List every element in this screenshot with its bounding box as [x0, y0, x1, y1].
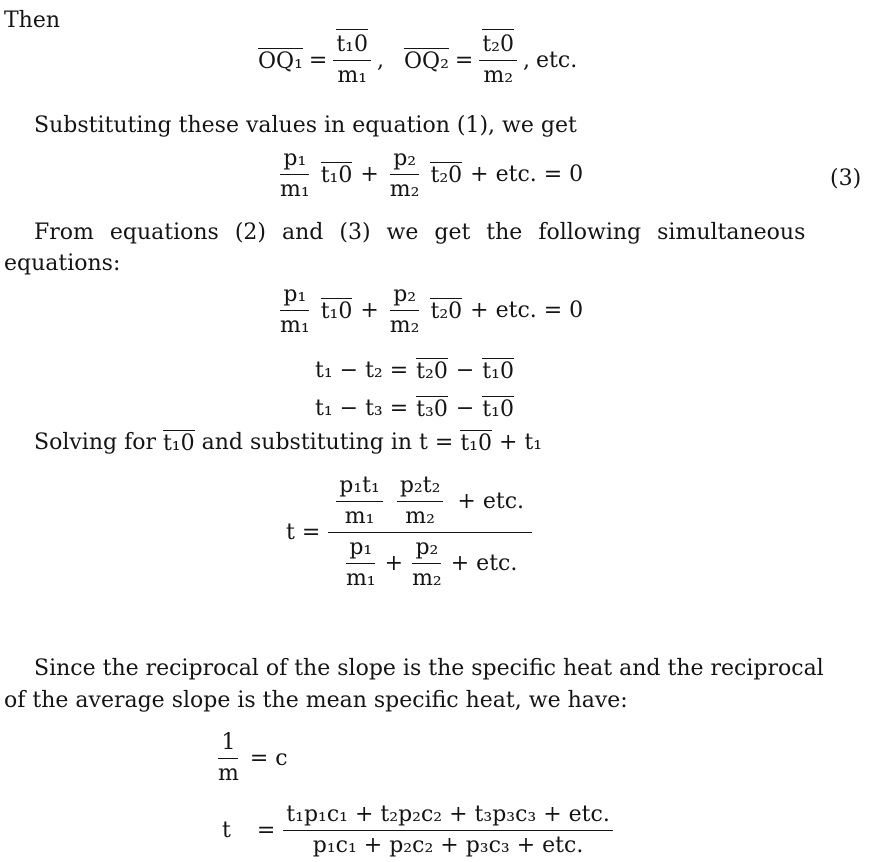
- equation-oq: OQ₁ = $\frac{\text{t₁0}}{\text{m₁}}$ , OQ₂ = $\frac{\text{t₂0}}{\text{m₂}}$ , etc.: [258, 34, 577, 87]
- equation-reciprocal: $\frac{1}{m}$ = c: [218, 730, 288, 786]
- oq1-symbol: OQ₁: [258, 49, 303, 74]
- simultaneous-eq-2: t₁ − t₂ = t₂0 − t₁0: [315, 357, 514, 384]
- paragraph-since: Since the reciprocal of the slope is the specific heat and the reciprocal: [34, 656, 824, 681]
- simultaneous-eq-1: $\frac{\text{p₁}}{\text{m₁}}$ t₁0 + $\frac{\text{p₂}}{\text{m₂}}$ t₂0 + etc. = 0: [280, 282, 584, 338]
- paragraph-solving: Solving for t₁0 and substituting in t = t₁0 + t₁: [34, 429, 543, 456]
- simultaneous-eq-3: t₁ − t₃ = t₃0 − t₁0: [315, 395, 514, 422]
- fraction-t-main: $\frac{\text{p₁t₁}}{\text{m₁}}$ $\frac{\text{p₂t₂}}{\text{m₂}}$ + etc. $\frac{\text{p₁}}{\text{m₁}}$ + $\frac{\text{p₂}}{\text{m₂}}$ + etc.: [328, 475, 532, 590]
- text-then: Then: [4, 8, 61, 33]
- fraction-oq2: $\frac{\text{t₂0}}{\text{m₂}}$: [479, 34, 517, 87]
- fraction-oq1: $\frac{\text{t₁0}}{\text{m₁}}$: [333, 34, 371, 87]
- oq2-symbol: OQ₂: [404, 49, 449, 74]
- equation-number-3: (3): [830, 166, 862, 191]
- equation-final: t = $\frac{\text{t₁p₁c₁ + t₂p₂c₂ + t₃p₃c₃ + etc.}}{\text{p₁c₁ + p₂c₂ + p₃c₃ + etc.}}$: [222, 804, 613, 857]
- fraction-final: $\frac{\text{t₁p₁c₁ + t₂p₂c₂ + t₃p₃c₃ + etc.}}{\text{p₁c₁ + p₂c₂ + p₃c₃ + etc.}}$: [283, 804, 613, 857]
- paragraph-from-equations-cont: equations:: [4, 251, 121, 276]
- paragraph-substituting: Substituting these values in equation (1), we get: [34, 113, 577, 138]
- equation-t: t = $\frac{\text{p₁t₁}}{\text{m₁}}$ $\frac{\text{p₂t₂}}{\text{m₂}}$ + etc. $\frac{\text{p₁}}{\text{m₁}}$ + $\frac{\text{p₂}}{\text{m₂}}$ + etc.: [286, 475, 532, 590]
- equation-3: $\frac{\text{p₁}}{\text{m₁}}$ t₁0 + $\frac{\text{p₂}}{\text{m₂}}$ t₂0 + etc. = 0: [280, 146, 584, 202]
- paragraph-since-cont: of the average slope is the mean specific heat, we have:: [4, 688, 628, 713]
- paragraph-from-equations: From equations (2) and (3) we get the following simultaneous: [34, 220, 806, 245]
